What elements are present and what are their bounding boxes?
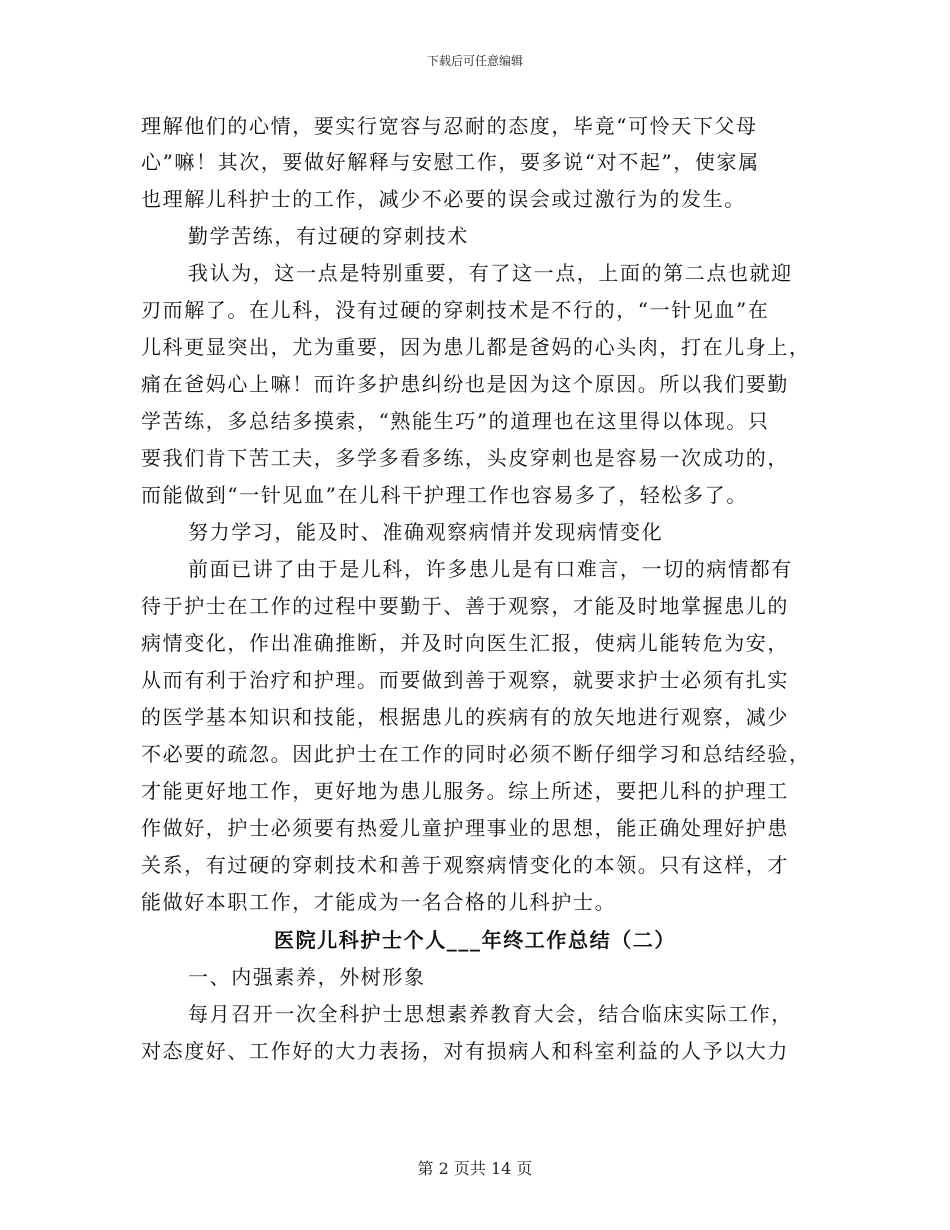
text-line: 心”嘛！其次，要做好解释与安慰工作，要多说“对不起”，使家属 bbox=[141, 150, 760, 174]
text-line: 前面已讲了由于是儿科，许多患儿是有口难言，一切的病情都有 bbox=[188, 557, 793, 581]
text-line: 儿科更显突出，尤为重要，因为患儿都是爸妈的心头肉，打在儿身上， bbox=[141, 335, 811, 359]
section-title: 医院儿科护士个人___年终工作总结（二） bbox=[274, 928, 676, 952]
text-line: 我认为，这一点是特别重要，有了这一点，上面的第二点也就迎 bbox=[188, 261, 793, 285]
text-line: 也理解儿科护士的工作，减少不必要的误会或过激行为的发生。 bbox=[141, 187, 746, 211]
text-line: 每月召开一次全科护士思想素养教育大会，结合临床实际工作， bbox=[188, 1002, 793, 1026]
page-header: 下载后可任意编辑 bbox=[426, 54, 523, 68]
subheading: 勤学苦练，有过硬的穿刺技术 bbox=[188, 224, 469, 248]
text-line: 从而有利于治疗和护理。而要做到善于观察，就要求护士必须有扎实 bbox=[141, 668, 789, 692]
text-line: 而能做到“一针见血”在儿科干护理工作也容易多了，轻松多了。 bbox=[141, 483, 748, 507]
text-line: 才能更好地工作，更好地为患儿服务。综上所述，要把儿科的护理工 bbox=[141, 779, 789, 803]
text-line: 痛在爸妈心上嘛！而许多护患纠纷也是因为这个原因。所以我们要勤 bbox=[141, 372, 789, 396]
page-footer: 第 2 页共 14 页 bbox=[417, 1159, 533, 1178]
text-line: 对态度好、工作好的大力表扬，对有损病人和科室利益的人予以大力 bbox=[141, 1039, 789, 1063]
text-line: 学苦练，多总结多摸索，“熟能生巧”的道理也在这里得以体现。只 bbox=[141, 409, 770, 433]
text-line: 关系，有过硬的穿刺技术和善于观察病情变化的本领。只有这样，才 bbox=[141, 853, 789, 877]
text-line: 作做好，护士必须要有热爱儿童护理事业的思想，能正确处理好护患 bbox=[141, 816, 789, 840]
text-line: 的医学基本知识和技能，根据患儿的疾病有的放矢地进行观察，减少 bbox=[141, 705, 789, 729]
text-line: 刃而解了。在儿科，没有过硬的穿刺技术是不行的，“一针见血”在 bbox=[141, 298, 770, 322]
subheading: 一、内强素养，外树形象 bbox=[188, 965, 426, 989]
text-line: 要我们肯下苦工夫，多学多看多练，头皮穿刺也是容易一次成功的， bbox=[141, 446, 789, 470]
text-line: 病情变化，作出准确推断，并及时向医生汇报，使病儿能转危为安， bbox=[141, 631, 789, 655]
text-line: 能做好本职工作，才能成为一名合格的儿科护士。 bbox=[141, 890, 617, 914]
text-line: 待于护士在工作的过程中要勤于、善于观察，才能及时地掌握患儿的 bbox=[141, 594, 789, 618]
subheading: 努力学习，能及时、准确观察病情并发现病情变化 bbox=[188, 520, 664, 544]
text-line: 理解他们的心情，要实行宽容与忍耐的态度，毕竟“可怜天下父母 bbox=[141, 114, 758, 138]
text-line: 不必要的疏忽。因此护士在工作的同时必须不断仔细学习和总结经验， bbox=[141, 742, 811, 766]
